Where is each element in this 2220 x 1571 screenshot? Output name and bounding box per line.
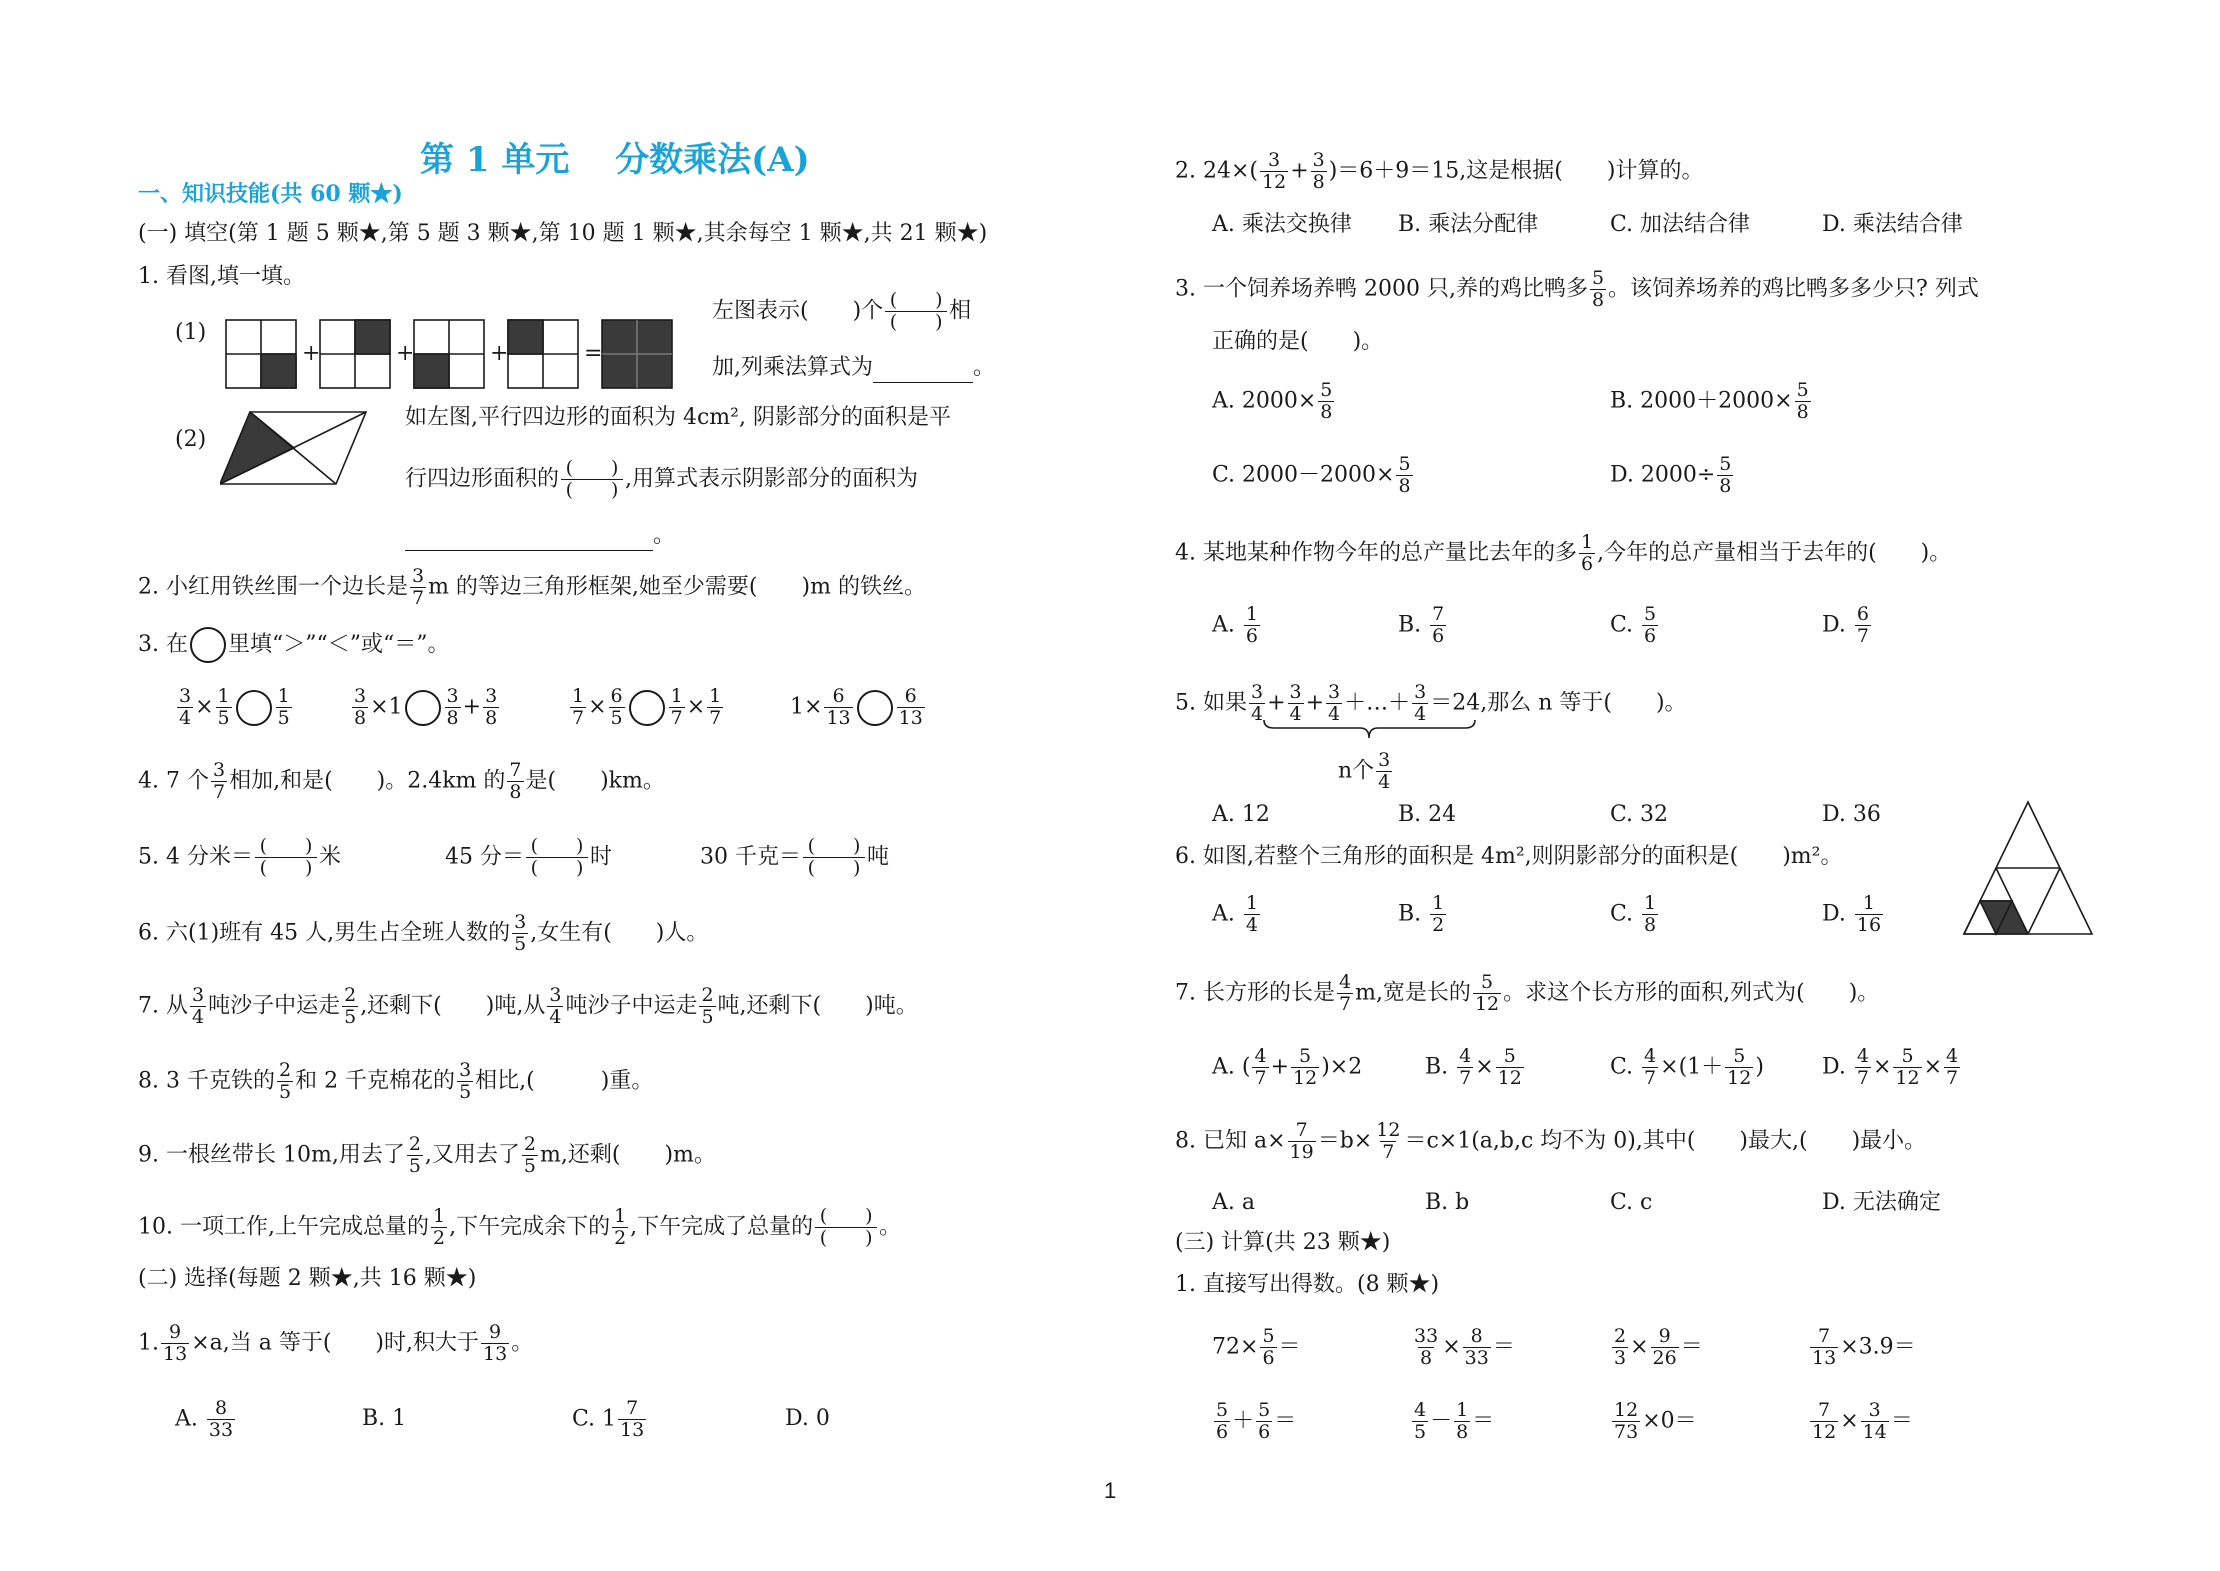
fraction: $\frac{1}{6}$ (1245, 603, 1258, 647)
q2-text-a: 2. 小红用铁丝围一个边长是 (138, 574, 408, 600)
fraction: $\frac{1}{5}$ (217, 685, 230, 729)
q1-square-3 (414, 320, 484, 388)
question-2 (138, 566, 926, 609)
calc-expr-8: $\frac{7}{12}$ × $\frac{3}{14}$ ＝ (1812, 1399, 1913, 1443)
blank-fraction[interactable]: $\frac{( )}{( )}$ (526, 836, 588, 879)
choice-2-option-b[interactable]: B. 乘法分配律 (1398, 212, 1539, 237)
choice-8: 8. 已知 a× $\frac{7}{19}$ ＝b× $\frac{12}{7}$ ＝c×1(a,b,c 均不为 0),其中( )最大,( )最小。 (1175, 1119, 1927, 1163)
q1-sub2-text: 如左图,平行四边形的面积为 4cm², 阴影部分的面积是平 (405, 405, 951, 430)
choice-2: 2. 24×( $\frac{3}{12}$ + $\frac{3}{8}$ )＝6＋9＝15,这是根据( )计算的。 (1175, 149, 1704, 193)
question-10: 10. 一项工作,上午完成总量的 $\frac{1}{2}$ ,下午完成余下的 $\frac{1}{2}$ ,下午完成了总量的 $\frac{( )}{( )}$ 。 (138, 1205, 902, 1249)
fraction: $\frac{4}{5}$ (1414, 1399, 1427, 1443)
fraction: $\frac{2}{5}$ (344, 984, 357, 1028)
fraction: $\frac{5}{8}$ (1719, 453, 1732, 497)
answer-blank[interactable] (873, 352, 973, 383)
fraction: $\frac{2}{5}$ (278, 1059, 292, 1103)
fraction: $\frac{2}{5}$ (408, 1133, 421, 1177)
question-5-c: 30 千克＝ $\frac{( )}{( )}$ 吨 (700, 835, 890, 879)
choice-1-option-d[interactable]: D. 0 (785, 1406, 830, 1431)
q1-sub2-text-c: ,用算式表示阴影部分的面积为 (625, 466, 919, 492)
q1-sub1-text-line2 (712, 352, 995, 383)
q1-sub2-text-line2 (405, 458, 918, 501)
fraction: $\frac{7}{19}$ (1289, 1119, 1314, 1163)
choice-5-option-d[interactable]: D. 36 (1822, 802, 1881, 827)
fraction: $\frac{12}{73}$ (1614, 1399, 1639, 1443)
question-4: 4. 7 个 $\frac{3}{7}$ 相加,和是( )。2.4km 的 $\frac{7}{8}$ 是( )km。 (138, 759, 665, 803)
fraction: $\frac{1}{2}$ (614, 1205, 627, 1249)
fraction: $\frac{4}{7}$ (1338, 971, 1352, 1015)
fraction: $\frac{3}{4}$ (179, 685, 192, 729)
q3-text-a: 3. 在 (138, 632, 188, 657)
fraction: $\frac{1}{7}$ (670, 685, 683, 729)
fraction: $\frac{3}{4}$ (1250, 681, 1264, 725)
fraction: $\frac{3}{5}$ (514, 911, 527, 955)
fraction: $\frac{1}{8}$ (1644, 892, 1657, 936)
compare-circle[interactable] (857, 690, 893, 726)
fraction: $\frac{3}{5}$ (459, 1059, 472, 1103)
choice-3: 3. 一个饲养场养鸭 2000 只,养的鸡比鸭多 $\frac{5}{8}$ 。该饲养场养的鸡比鸭多多少只? 列式 (1175, 267, 1979, 311)
fraction: $\frac{5}{8}$ (1591, 267, 1605, 311)
choice-4: 4. 某地某种作物今年的总产量比去年的多 $\frac{1}{6}$ ,今年的总产量相当于去年的( )。 (1175, 531, 1952, 575)
question-3 (138, 627, 449, 663)
q1-sub2-answer-line (405, 520, 675, 551)
fraction: $\frac{7}{6}$ (1432, 603, 1445, 647)
fraction: $\frac{7}{12}$ (1812, 1399, 1837, 1443)
compare-circle[interactable] (629, 690, 665, 726)
period: 。 (973, 355, 996, 380)
fraction: $\frac{5}{12}$ (1727, 1045, 1752, 1089)
fraction: $\frac{3}{4}$ (1289, 681, 1302, 725)
answer-blank[interactable] (405, 520, 653, 551)
q1-sub2-label: (2) (175, 427, 207, 452)
q3-text-b: 里填“＞”“＜”或“＝”。 (227, 632, 450, 657)
choice-6-option-a[interactable]: A. $\frac{1}{4}$ (1212, 892, 1258, 936)
q1-sub1-text-a: 左图表示( )个 (712, 298, 884, 324)
part-heading-fill: (一) 填空(第 1 题 5 颗★,第 5 题 3 颗★,第 10 题 1 颗★,其余每空 1 颗★,共 21 颗★) (138, 221, 988, 246)
underbrace (1262, 718, 1477, 740)
fraction: $\frac{1}{2}$ (432, 1205, 446, 1249)
fraction: $\frac{3}{8}$ (446, 685, 459, 729)
q1-square-1 (226, 320, 296, 388)
fraction: $\frac{5}{6}$ (1258, 1399, 1271, 1443)
fraction: $\frac{1}{7}$ (572, 685, 585, 729)
q1-sub1-label: (1) (175, 320, 207, 345)
question-9: 9. 一根丝带长 10m,用去了 $\frac{2}{5}$ ,又用去了 $\frac{2}{5}$ m,还剩( )m。 (138, 1133, 716, 1177)
blank-fraction[interactable]: $\frac{( )}{( )}$ (803, 836, 865, 879)
fraction: $\frac{3}{8}$ (1312, 149, 1325, 193)
fraction: $\frac{2}{5}$ (523, 1133, 537, 1177)
question-1: 1. 看图,填一填。 (138, 264, 305, 289)
page-number: 1 (1104, 1478, 1117, 1503)
fraction: $\frac{1}{8}$ (1456, 1399, 1469, 1443)
calc-expr-5: $\frac{5}{6}$ ＋ $\frac{5}{6}$ ＝ (1216, 1399, 1297, 1443)
q1-sub1-text (712, 290, 971, 333)
fraction: $\frac{3}{12}$ (1262, 149, 1287, 193)
choice-6-option-c[interactable]: C. $\frac{1}{8}$ (1610, 892, 1657, 936)
fraction: $\frac{7}{8}$ (509, 759, 522, 803)
fraction: $\frac{7}{13}$ (620, 1397, 645, 1441)
q1-square-result (602, 320, 672, 388)
calc-expr-1: 72× $\frac{5}{6}$ ＝ (1212, 1325, 1301, 1369)
q3-item-1: $\frac{3}{4}$ × $\frac{1}{5}$ $\frac{1}{5}$ (179, 685, 290, 729)
choice-5-option-c[interactable]: C. 32 (1610, 802, 1669, 827)
choice-7-option-a[interactable]: A. ( $\frac{4}{7}$ + $\frac{5}{12}$ )×2 (1212, 1045, 1363, 1089)
compare-circle[interactable] (405, 690, 441, 726)
fraction: $\frac{6}{5}$ (610, 685, 623, 729)
parallelogram-diagram (220, 408, 370, 488)
fraction: $\frac{9}{13}$ (163, 1321, 188, 1365)
underbrace-label: n个 $\frac{3}{4}$ (1338, 749, 1391, 793)
fraction: $\frac{7}{13}$ (1812, 1325, 1837, 1369)
choice-8-option-b[interactable]: B. b (1425, 1190, 1470, 1215)
choice-7-option-b[interactable]: B. $\frac{4}{7}$ × $\frac{5}{12}$ (1425, 1045, 1522, 1089)
choice-8-option-d[interactable]: D. 无法确定 (1822, 1190, 1941, 1215)
fraction: $\frac{5}{12}$ (1895, 1045, 1920, 1089)
question-6: 6. 六(1)班有 45 人,男生占全班人数的 $\frac{3}{5}$ ,女生有( )人。 (138, 911, 709, 955)
q1-sub1-text-c: 加,列乘法算式为 (712, 355, 873, 380)
calc-1: 1. 直接写出得数。(8 颗★) (1175, 1272, 1440, 1297)
blank-fraction[interactable]: $\frac{( )}{( )}$ (815, 1206, 877, 1249)
fraction: $\frac{3}{4}$ (1414, 681, 1427, 725)
choice-1-option-a[interactable]: A. $\frac{8}{33}$ (175, 1397, 234, 1441)
choice-7-option-d[interactable]: D. $\frac{4}{7}$ × $\frac{5}{12}$ × $\frac{4}{7}$ (1822, 1045, 1959, 1089)
fraction: $\frac{4}{7}$ (1459, 1045, 1472, 1089)
section-heading: 一、知识技能(共 60 颗★) (138, 181, 403, 207)
choice-7-option-c[interactable]: C. $\frac{4}{7}$ ×(1＋ $\frac{5}{12}$ ) (1610, 1045, 1764, 1089)
fraction: $\frac{2}{5}$ (701, 984, 714, 1028)
choice-6-option-b[interactable]: B. $\frac{1}{2}$ (1398, 892, 1445, 936)
fraction: $\frac{3}{14}$ (1862, 1399, 1887, 1443)
fraction: $\frac{5}{12}$ (1497, 1045, 1522, 1089)
choice-6-option-d[interactable]: D. $\frac{1}{16}$ (1822, 892, 1882, 936)
period: 。 (653, 523, 676, 548)
question-5: 5. 4 分米＝ $\frac{( )}{( )}$ 米 (138, 835, 341, 879)
q2-text-b: m 的等边三角形框架,她至少需要( )m 的铁丝。 (428, 574, 926, 600)
fraction: $\frac{9}{26}$ (1652, 1325, 1677, 1369)
choice-5-option-a[interactable]: A. 12 (1212, 802, 1270, 827)
q1-square-4 (508, 320, 578, 388)
fraction: $\frac{8}{33}$ (208, 1397, 234, 1441)
fraction: $\frac{5}{12}$ (1293, 1045, 1318, 1089)
choice-3-line2: 正确的是( )。 (1212, 329, 1384, 354)
part-heading-choice: (二) 选择(每题 2 颗★,共 16 颗★) (138, 1266, 477, 1291)
svg-text:+: + (490, 341, 509, 366)
q3-item-2: $\frac{3}{8}$ ×1 $\frac{3}{8}$ + $\frac{3}{8}$ (354, 685, 498, 729)
choice-3-option-a[interactable]: A. 2000× $\frac{5}{8}$ (1212, 379, 1333, 423)
fraction: $\frac{6}{7}$ (1856, 603, 1869, 647)
fraction: $\frac{1}{6}$ (1581, 531, 1594, 575)
fraction: $\frac{3}{4}$ (1378, 749, 1391, 793)
choice-1: 1. $\frac{9}{13}$ ×a,当 a 等于( )时,积大于 $\frac{9}{13}$ 。 (138, 1321, 534, 1365)
fraction: $\frac{1}{2}$ (1432, 892, 1445, 936)
choice-2-option-c[interactable]: C. 加法结合律 (1610, 212, 1751, 237)
choice-8-option-a[interactable]: A. a (1212, 1190, 1255, 1215)
fraction: $\frac{5}{6}$ (1216, 1399, 1229, 1443)
fraction: $\frac{2}{3}$ (1614, 1325, 1627, 1369)
fraction: $\frac{1}{7}$ (709, 685, 722, 729)
choice-8-option-c[interactable]: C. c (1610, 1190, 1653, 1215)
q3-item-4: 1× $\frac{6}{13}$ $\frac{6}{13}$ (790, 685, 923, 729)
fraction: $\frac{1}{5}$ (277, 685, 290, 729)
fraction: $\frac{1}{16}$ (1856, 892, 1882, 936)
part-heading-calc: (三) 计算(共 23 颗★) (1175, 1230, 1391, 1255)
fraction: $\frac{4}{7}$ (1946, 1045, 1959, 1089)
choice-4-option-b[interactable]: B. $\frac{7}{6}$ (1398, 603, 1445, 647)
calc-expr-7: $\frac{12}{73}$ ×0＝ (1614, 1399, 1697, 1443)
choice-2-option-a[interactable]: A. 乘法交换律 (1212, 212, 1352, 237)
choice-3-option-b[interactable]: B. 2000＋2000× $\frac{5}{8}$ (1610, 379, 1809, 423)
fraction: $\frac{5}{6}$ (1644, 603, 1657, 647)
q1-sub1-text-b: 相 (949, 298, 972, 324)
fraction: $\frac{8}{33}$ (1464, 1325, 1489, 1369)
fraction: $\frac{4}{7}$ (1254, 1045, 1267, 1089)
choice-4-option-a[interactable]: A. $\frac{1}{6}$ (1212, 603, 1258, 647)
fraction: $\frac{6}{13}$ (826, 685, 851, 729)
question-8: 8. 3 千克铁的 $\frac{2}{5}$ 和 2 千克棉花的 $\frac{3}{5}$ 相比,( )重。 (138, 1059, 654, 1103)
choice-1-option-b[interactable]: B. 1 (362, 1406, 407, 1431)
blank-fraction[interactable]: $\frac{( )}{( )}$ (885, 290, 947, 333)
svg-text:=: = (584, 341, 603, 366)
choice-4-option-c[interactable]: C. $\frac{5}{6}$ (1610, 603, 1657, 647)
fraction: $\frac{5}{12}$ (1474, 971, 1500, 1015)
compare-circle (190, 627, 226, 663)
q1-sub2-text-b: 行四边形面积的 (405, 466, 560, 492)
calc-expr-4: $\frac{7}{13}$ ×3.9＝ (1812, 1325, 1916, 1369)
blank-fraction[interactable]: $\frac{( )}{( )}$ (255, 836, 317, 879)
triangle-diagram (1962, 800, 2094, 936)
fraction: $\frac{3}{4}$ (1328, 681, 1341, 725)
fraction: $\frac{33}{8}$ (1414, 1325, 1439, 1369)
fraction: $\frac{3}{7}$ (411, 565, 425, 609)
fraction: $\frac{4}{7}$ (1644, 1045, 1657, 1089)
choice-7: 7. 长方形的长是 $\frac{4}{7}$ m,宽是长的 $\frac{5}{12}$ 。求这个长方形的面积,列式为( )。 (1175, 971, 1880, 1015)
fraction: $\frac{3}{4}$ (191, 984, 205, 1028)
fraction: $\frac{5}{6}$ (1262, 1325, 1275, 1369)
calc-expr-3: $\frac{2}{3}$ × $\frac{9}{26}$ ＝ (1614, 1325, 1703, 1369)
page-title: 第 1 单元 分数乘法(A) (420, 140, 810, 180)
fraction: $\frac{4}{7}$ (1856, 1045, 1869, 1089)
choice-1-option-c[interactable]: C. 1 $\frac{7}{13}$ (572, 1397, 645, 1441)
fraction: $\frac{3}{8}$ (354, 685, 367, 729)
q3-item-3: $\frac{1}{7}$ × $\frac{6}{5}$ $\frac{1}{7}$ × $\frac{1}{7}$ (572, 685, 722, 729)
q1-square-2 (320, 320, 390, 388)
fraction: $\frac{3}{8}$ (485, 685, 498, 729)
choice-6: 6. 如图,若整个三角形的面积是 4m²,则阴影部分的面积是( )m²。 (1175, 844, 1843, 869)
fraction: $\frac{5}{8}$ (1398, 453, 1411, 497)
svg-text:+: + (302, 341, 321, 366)
choice-2-option-d[interactable]: D. 乘法结合律 (1822, 212, 1963, 237)
svg-text:+: + (396, 341, 415, 366)
fraction: $\frac{3}{7}$ (212, 759, 226, 803)
fraction: $\frac{6}{13}$ (898, 685, 923, 729)
choice-4-option-d[interactable]: D. $\frac{6}{7}$ (1822, 603, 1869, 647)
fraction: $\frac{1}{4}$ (1245, 892, 1258, 936)
blank-fraction[interactable]: $\frac{( )}{( )}$ (561, 458, 623, 501)
question-5-b: 45 分＝ $\frac{( )}{( )}$ 时 (445, 835, 613, 879)
calc-expr-6: $\frac{4}{5}$ － $\frac{1}{8}$ ＝ (1414, 1399, 1495, 1443)
fraction: $\frac{12}{7}$ (1376, 1119, 1401, 1163)
choice-5: 5. 如果 $\frac{3}{4}$ + $\frac{3}{4}$ + $\frac{3}{4}$ ＋…＋ $\frac{3}{4}$ ＝24,那么 n 等于( )。 (1175, 681, 1687, 725)
calc-expr-2: $\frac{33}{8}$ × $\frac{8}{33}$ ＝ (1414, 1325, 1515, 1369)
q1-square-diagram (225, 312, 675, 390)
choice-3-option-d[interactable]: D. 2000÷ $\frac{5}{8}$ (1610, 453, 1732, 497)
compare-circle[interactable] (236, 690, 272, 726)
choice-5-option-b[interactable]: B. 24 (1398, 802, 1457, 827)
fraction: $\frac{3}{4}$ (549, 984, 562, 1028)
fraction: $\frac{5}{8}$ (1320, 379, 1333, 423)
choice-3-option-c[interactable]: C. 2000－2000× $\frac{5}{8}$ (1212, 453, 1411, 497)
fraction: $\frac{9}{13}$ (483, 1321, 508, 1365)
fraction: $\frac{5}{8}$ (1796, 379, 1809, 423)
question-7: 7. 从 $\frac{3}{4}$ 吨沙子中运走 $\frac{2}{5}$ ,还剩下( )吨,从 $\frac{3}{4}$ 吨沙子中运走 $\frac{2}{5}$ 吨,还剩下( )吨。 (138, 984, 918, 1028)
